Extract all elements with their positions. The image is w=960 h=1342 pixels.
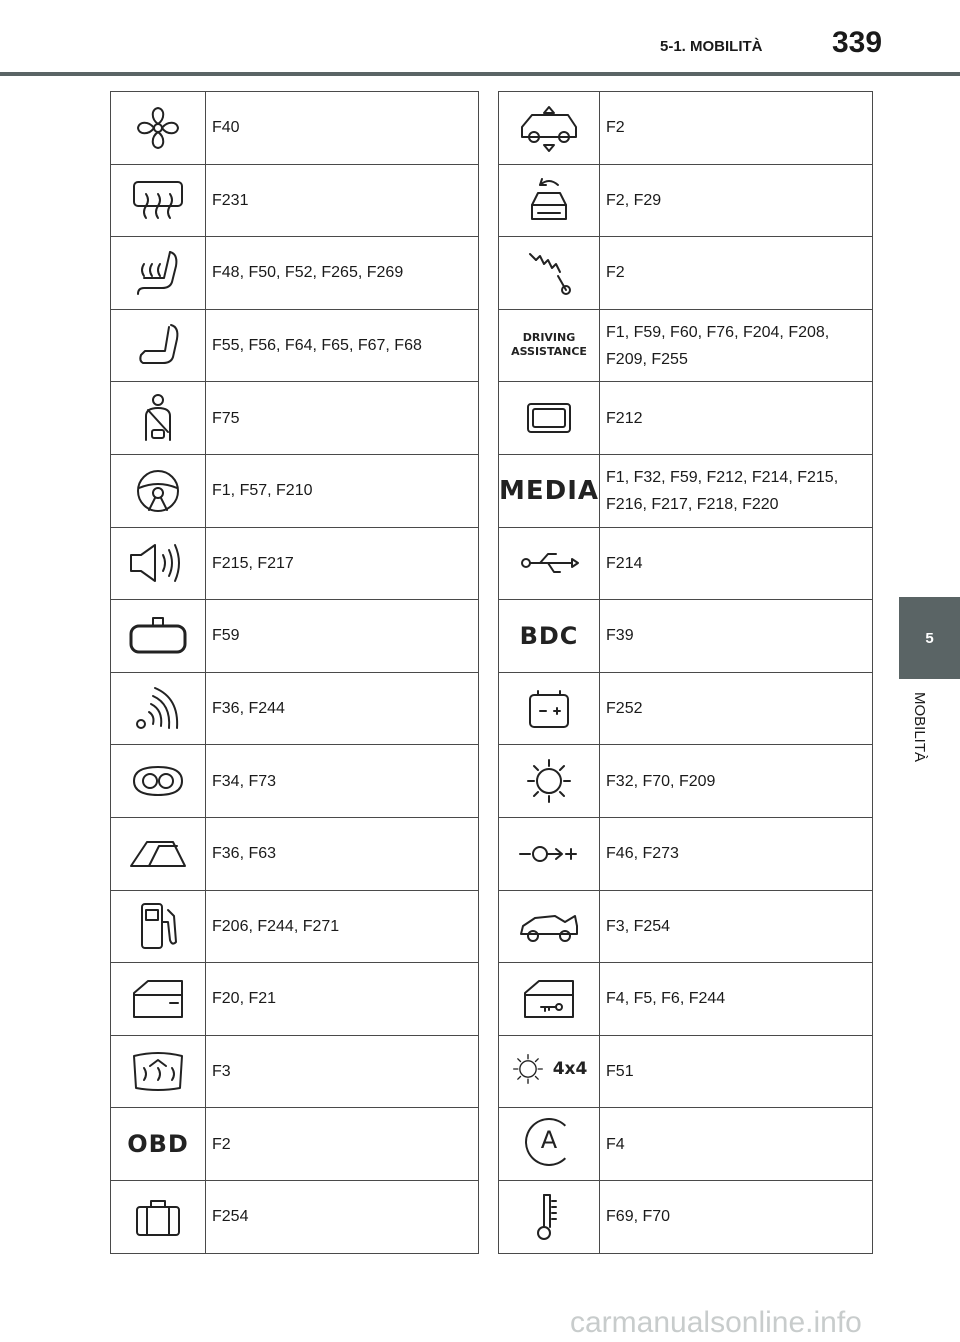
icon-cell bbox=[111, 890, 206, 963]
fuse-refs: F252 bbox=[600, 672, 873, 745]
icon-cell bbox=[499, 92, 600, 165]
table-row bbox=[499, 963, 873, 1036]
fuel-pump-icon bbox=[111, 900, 205, 952]
steering-wheel-icon bbox=[111, 466, 205, 516]
door-key-icon bbox=[499, 977, 599, 1021]
chapter-tab bbox=[899, 597, 960, 679]
icon-cell bbox=[111, 382, 206, 455]
header-rule bbox=[0, 72, 960, 76]
table-row bbox=[499, 890, 873, 963]
horn-icon bbox=[111, 541, 205, 585]
table-row bbox=[111, 963, 479, 1036]
sun-gear-icon bbox=[499, 756, 599, 806]
auto-stop-start-letter: A bbox=[540, 1125, 558, 1154]
fuse-refs: F1, F59, F60, F76, F204, F208, F209, F255 bbox=[600, 309, 873, 382]
fuse-refs: F4, F5, F6, F244 bbox=[600, 963, 873, 1036]
icon-cell bbox=[499, 1035, 600, 1108]
table-row bbox=[111, 745, 479, 818]
table-row bbox=[111, 672, 479, 745]
fuse-refs: F4 bbox=[600, 1108, 873, 1181]
4x4-icon bbox=[511, 1052, 588, 1086]
table-row bbox=[499, 237, 873, 310]
icon-cell bbox=[499, 527, 600, 600]
table-row bbox=[111, 1035, 479, 1108]
table-row bbox=[499, 1035, 873, 1108]
suitcase-icon bbox=[111, 1195, 205, 1239]
icon-cell bbox=[111, 1108, 206, 1181]
fuse-refs: F55, F56, F64, F65, F67, F68 bbox=[206, 309, 479, 382]
icon-cell bbox=[499, 382, 600, 455]
icon-cell bbox=[499, 817, 600, 890]
icon-cell bbox=[111, 672, 206, 745]
icon-cell bbox=[499, 237, 600, 310]
key-plus-minus-icon bbox=[499, 839, 599, 869]
fuse-refs: F48, F50, F52, F265, F269 bbox=[206, 237, 479, 310]
icon-cell bbox=[499, 890, 600, 963]
4x4-label: 4x4 bbox=[552, 1059, 588, 1080]
sunroof-icon bbox=[111, 836, 205, 872]
usb-icon bbox=[499, 548, 599, 578]
fuse-refs: F215, F217 bbox=[206, 527, 479, 600]
fuse-refs: F40 bbox=[206, 92, 479, 165]
fuse-refs: F46, F273 bbox=[600, 817, 873, 890]
icon-cell bbox=[499, 600, 600, 673]
fuse-refs: F3 bbox=[206, 1035, 479, 1108]
wireless-signal-icon bbox=[111, 686, 205, 732]
icon-cell bbox=[499, 309, 600, 382]
icon-cell bbox=[111, 817, 206, 890]
fuse-refs: F231 bbox=[206, 164, 479, 237]
table-row bbox=[499, 1180, 873, 1253]
chapter-label: MOBILITÀ bbox=[911, 692, 928, 763]
icon-cell bbox=[499, 672, 600, 745]
auto-stop-start-icon bbox=[525, 1118, 573, 1166]
fan-icon bbox=[111, 103, 205, 153]
table-row bbox=[499, 600, 873, 673]
right-fuse-table bbox=[498, 91, 873, 1254]
thermometer-icon bbox=[499, 1191, 599, 1243]
fuse-refs: F2 bbox=[206, 1108, 479, 1181]
heated-seat-icon bbox=[111, 248, 205, 298]
bdc-icon: BDC bbox=[519, 621, 579, 650]
chapter-number: 5 bbox=[925, 629, 934, 647]
driving-assistance-line-1: DRIVING bbox=[522, 331, 576, 345]
icon-cell bbox=[499, 1180, 600, 1253]
car-trunk-icon bbox=[499, 906, 599, 946]
icon-cell bbox=[111, 745, 206, 818]
table-row bbox=[499, 382, 873, 455]
icon-cell bbox=[499, 963, 600, 1036]
table-row bbox=[111, 92, 479, 165]
icon-cell bbox=[111, 1180, 206, 1253]
rear-defroster-icon bbox=[111, 178, 205, 222]
icon-cell bbox=[111, 527, 206, 600]
fuse-refs: F69, F70 bbox=[600, 1180, 873, 1253]
driving-assistance-icon bbox=[511, 331, 587, 359]
chapter-label-container bbox=[898, 692, 960, 812]
obd-icon: OBD bbox=[127, 1130, 189, 1159]
icon-cell bbox=[111, 600, 206, 673]
fuse-refs: F59 bbox=[206, 600, 479, 673]
windshield-defroster-icon bbox=[111, 1050, 205, 1094]
fuse-refs: F75 bbox=[206, 382, 479, 455]
car-lift-icon bbox=[499, 175, 599, 225]
table-row bbox=[111, 600, 479, 673]
table-row bbox=[499, 745, 873, 818]
fuse-refs: F214 bbox=[600, 527, 873, 600]
table-row bbox=[111, 527, 479, 600]
icon-cell bbox=[111, 164, 206, 237]
interior-light-icon bbox=[111, 763, 205, 799]
table-row bbox=[111, 164, 479, 237]
table-row bbox=[111, 382, 479, 455]
fuse-refs: F51 bbox=[600, 1035, 873, 1108]
fuse-refs: F32, F70, F209 bbox=[600, 745, 873, 818]
fuse-refs: F254 bbox=[206, 1180, 479, 1253]
table-row bbox=[111, 890, 479, 963]
table-row bbox=[111, 237, 479, 310]
icon-cell bbox=[111, 92, 206, 165]
rear-view-mirror-icon bbox=[111, 616, 205, 656]
table-row bbox=[499, 454, 873, 527]
driving-assistance-line-2: ASSISTANCE bbox=[511, 345, 587, 359]
table-row bbox=[499, 309, 873, 382]
page-number: 339 bbox=[832, 26, 883, 59]
table-row bbox=[499, 164, 873, 237]
table-row bbox=[111, 1108, 479, 1181]
table-row bbox=[499, 527, 873, 600]
fuse-refs: F39 bbox=[600, 600, 873, 673]
icon-cell bbox=[499, 164, 600, 237]
left-fuse-table bbox=[110, 91, 479, 1254]
shock-absorber-icon bbox=[499, 248, 599, 298]
seatbelt-icon bbox=[111, 392, 205, 444]
battery-icon bbox=[499, 687, 599, 731]
display-screen-icon bbox=[499, 400, 599, 436]
fuse-refs: F20, F21 bbox=[206, 963, 479, 1036]
icon-cell bbox=[111, 237, 206, 310]
fuse-refs: F36, F244 bbox=[206, 672, 479, 745]
seat-icon bbox=[111, 321, 205, 371]
icon-cell bbox=[111, 1035, 206, 1108]
section-title: 5-1. MOBILITÀ bbox=[660, 38, 763, 55]
table-row bbox=[499, 672, 873, 745]
table-row bbox=[499, 817, 873, 890]
suv-height-icon bbox=[499, 103, 599, 153]
table-row bbox=[111, 454, 479, 527]
media-icon: MEDIA bbox=[499, 475, 600, 506]
fuse-refs: F1, F57, F210 bbox=[206, 454, 479, 527]
fuse-refs: F2 bbox=[600, 92, 873, 165]
icon-cell bbox=[499, 454, 600, 527]
fuse-refs: F3, F254 bbox=[600, 890, 873, 963]
icon-cell bbox=[499, 745, 600, 818]
fuse-refs: F206, F244, F271 bbox=[206, 890, 479, 963]
fuse-refs: F2, F29 bbox=[600, 164, 873, 237]
table-row bbox=[111, 817, 479, 890]
fuse-refs: F1, F32, F59, F212, F214, F215, F216, F217, F218, F220 bbox=[600, 454, 873, 527]
fuse-refs: F212 bbox=[600, 382, 873, 455]
table-row bbox=[499, 92, 873, 165]
icon-cell bbox=[111, 963, 206, 1036]
fuse-refs: F36, F63 bbox=[206, 817, 479, 890]
table-row bbox=[111, 1180, 479, 1253]
icon-cell bbox=[111, 454, 206, 527]
icon-cell bbox=[111, 309, 206, 382]
fuse-refs: F34, F73 bbox=[206, 745, 479, 818]
table-row bbox=[499, 1108, 873, 1181]
watermark: carmanualsonline.info bbox=[570, 1306, 862, 1339]
table-row bbox=[111, 309, 479, 382]
door-icon bbox=[111, 977, 205, 1021]
fuse-refs: F2 bbox=[600, 237, 873, 310]
icon-cell bbox=[499, 1108, 600, 1181]
